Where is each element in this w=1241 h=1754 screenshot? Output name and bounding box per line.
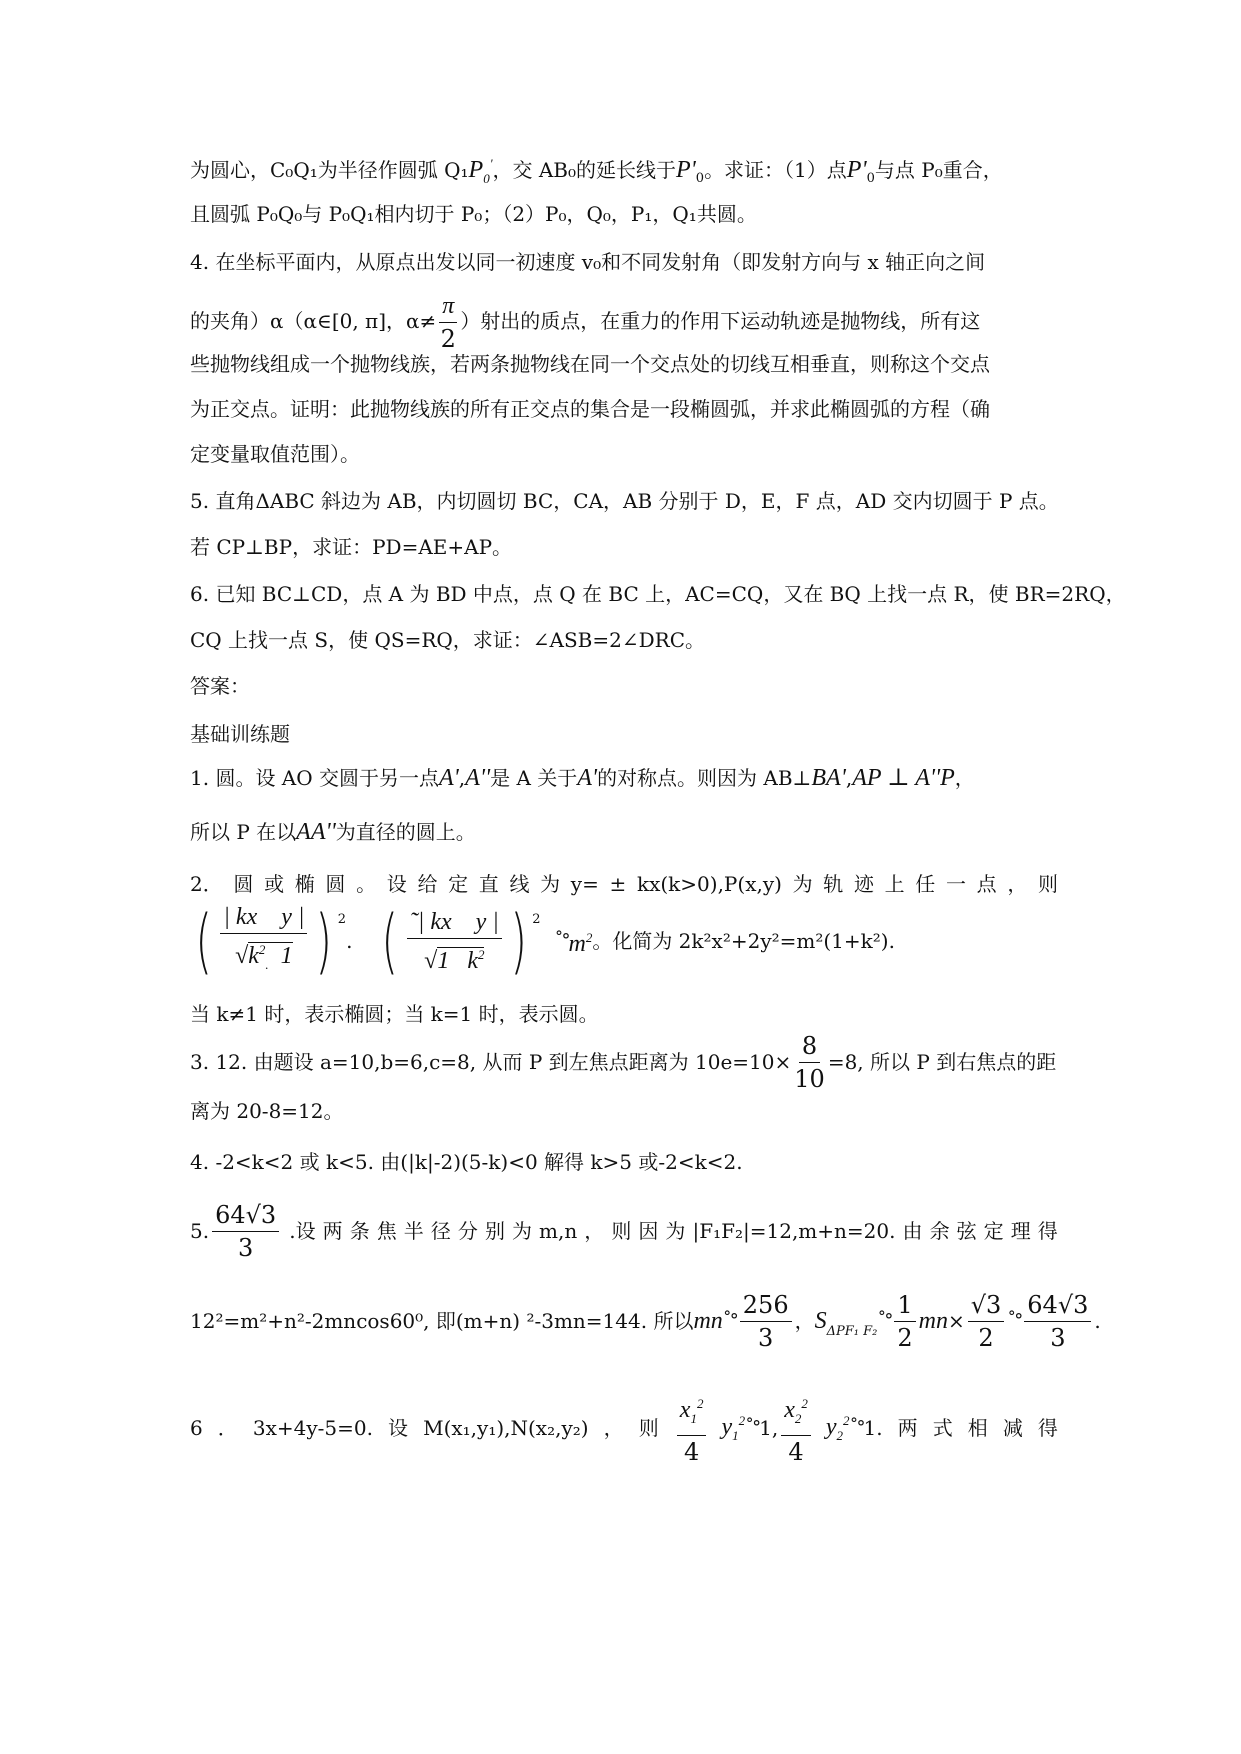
text-line-7: 定变量取值范围）。 <box>190 442 360 466</box>
text-line-15 <box>190 818 1058 846</box>
numerator: ˜| kx y | <box>407 906 502 939</box>
text-line-1: 为圆心，C₀Q₁为半径作圆弧 $Q_1P_0'$，交 AB₀的延长线于$P'_0$。求证：（1）点$P'_0$与点 P₀重合， <box>190 156 1003 186</box>
text-token: 则 <box>638 1416 659 1440</box>
text-token: 轨 <box>823 872 844 896</box>
denominator: 3 <box>758 1323 774 1352</box>
fraction-64sqrt3-over-3 <box>212 1199 279 1264</box>
text-token: 或 <box>264 872 285 896</box>
text-span: 。化简为 2k²x²+2y²=m²(1+k²). <box>592 929 895 953</box>
text-line-24 <box>190 1388 1058 1468</box>
math-symbol: AP ⊥ A''P <box>852 765 955 791</box>
numerator: 1 <box>894 1289 915 1322</box>
text-line-8: 5. 直角ΔABC 斜边为 AB，内切圆切 BC，CA，AB 分别于 D，E，F 点，AD 交内切圆于 P 点。 <box>190 489 1059 513</box>
text-token: m,n <box>539 1219 578 1243</box>
denominator: √1 $k^2$ <box>424 946 485 974</box>
text-token: 点 <box>976 872 997 896</box>
text-token: kx(k>0),P(x,y) <box>636 872 782 896</box>
text-token: 圆 <box>233 872 254 896</box>
text-token: 。 <box>356 872 377 896</box>
text-token: 余 <box>929 1219 950 1243</box>
text-token: 因 <box>638 1219 659 1243</box>
text-line-23: 12²=m²+n²-2mncos60⁰, 即(m+n) ²-3mn=144. 所以 mn ˚° $\frac{256}{3}$ ， S $_{\Delta PF_1 F_2}$ ˚° $\frac{1}{2}$ mn × $\frac{√3}{2}$ ˚° $\frac{64√3}{3}$ . <box>190 1290 1101 1352</box>
text-token: 一 <box>945 872 966 896</box>
text-token: 两 <box>897 1416 918 1440</box>
text-token: M(x₁,y₁),N(x₂,y₂) <box>423 1416 589 1440</box>
text-line-9: 若 CP⊥BP，求证：PD=AE+AP。 <box>190 535 513 559</box>
text-span: 3. 12. 由题设 a=10,b=6,c=8, 从而 P 到左焦点距离为 10e=10× <box>190 1050 792 1074</box>
text-token: 直 <box>478 872 499 896</box>
text-token: 为 <box>540 872 561 896</box>
text-token: 设 <box>386 872 407 896</box>
text-token: 为 <box>792 872 813 896</box>
math-symbol: S <box>814 1308 827 1334</box>
text-token: 任 <box>915 872 936 896</box>
text-token: 6 <box>190 1416 203 1440</box>
text-span: 1. 圆。设 AO 交圆于另一点 <box>190 766 439 790</box>
text-line-13: 基础训练题 <box>190 722 290 746</box>
text-span: 是 A 关于 <box>490 766 578 790</box>
text-line-20: 离为 20-8=12。 <box>190 1099 344 1123</box>
math-symbol: mn <box>918 1308 948 1334</box>
math-symbol: A' <box>577 765 598 791</box>
text-line-18: 当 k≠1 时，表示椭圆；当 k=1 时，表示圆。 <box>190 1002 599 1026</box>
text-token: 定 <box>448 872 469 896</box>
math-symbol: AA'' <box>296 819 336 845</box>
text-token: 两 <box>322 1219 343 1243</box>
text-line-6: 为正交点。证明：此抛物线族的所有正交点的集合是一段椭圆弧，并求此椭圆弧的方程（确 <box>190 397 990 421</box>
fraction-sqrt3-over-2 <box>968 1289 1005 1354</box>
denominator: 3 <box>1050 1323 1066 1352</box>
text-token: 减 <box>1002 1416 1023 1440</box>
text-token: 别 <box>484 1219 505 1243</box>
text-token: 得 <box>1037 1219 1058 1243</box>
text-span: 的对称点。则因为 AB⊥ <box>597 766 812 790</box>
text-span: 与点 P₀重合， <box>874 158 1003 182</box>
text-line-10: 6. 已知 BC⊥CD，点 A 为 BD 中点，点 Q 在 BC 上，AC=CQ，又在 BQ 上找一点 R，使 BR=2RQ， <box>190 582 1126 606</box>
text-token: 半 <box>403 1219 424 1243</box>
math-symbol: $P_0'$ <box>468 156 493 186</box>
fraction-64sqrt3-over-3-b <box>1024 1289 1091 1354</box>
text-line-2: 且圆弧 P₀Q₀与 P₀Q₁相内切于 P₀；（2）P₀，Q₀，P₁，Q₁共圆。 <box>190 202 757 226</box>
item-5-label: 5. $\frac{64√3}{3}$ <box>190 1199 282 1264</box>
text-span: =8, 所以 P 到右焦点的距 <box>827 1050 1057 1074</box>
text-span: 。求证：（1）点 <box>704 158 847 182</box>
numerator: 64√3 <box>212 1199 279 1232</box>
math-symbol: mn <box>693 1308 723 1334</box>
text-line-4 <box>190 290 1058 355</box>
text-token: ± <box>609 872 627 896</box>
text-line-12: 答案： <box>190 674 250 698</box>
denominator: 2 <box>978 1323 994 1352</box>
numerator: π <box>439 290 457 323</box>
text-span: 12²=m²+n²-2mncos60⁰, 即(m+n) ²-3mn=144. 所以 <box>190 1309 694 1333</box>
text-token: 理 <box>1010 1219 1031 1243</box>
math-symbol: P' <box>675 157 696 183</box>
denominator: 10 <box>794 1064 825 1093</box>
text-line-3: 4. 在坐标平面内，从原点出发以同一初速度 v₀和不同发射角（即发射方向与 x 轴正向之间 <box>190 250 986 274</box>
text-token: 迹 <box>853 872 874 896</box>
text-token: 焦 <box>376 1219 397 1243</box>
text-token: 线 <box>509 872 530 896</box>
fraction-8-over-10 <box>794 1030 825 1095</box>
math-symbol: P' <box>846 157 867 183</box>
text-token: 2． <box>190 872 223 896</box>
text-token: 径 <box>430 1219 451 1243</box>
text-token: 相 <box>967 1416 988 1440</box>
text-token: 椭 <box>294 872 315 896</box>
fraction-1 <box>220 901 307 981</box>
text-line-16 <box>190 870 1058 898</box>
text-line-14: 1. 圆。设 AO 交圆于另一点A',A''是 A 关于A'的对称点。则因为 AB⊥BA',AP ⊥ A''P， <box>190 765 975 791</box>
right-paren: ) <box>510 900 527 982</box>
numerator: 8 <box>799 1030 820 1063</box>
text-token: 由 <box>902 1219 923 1243</box>
text-line-5: 些抛物线组成一个抛物线族，若两条抛物线在同一个交点处的切线互相垂直，则称这个交点 <box>190 352 990 376</box>
text-line-19 <box>190 1022 1058 1102</box>
text-token: 圆 <box>325 872 346 896</box>
text-span: ，交 AB₀的延长线于 <box>492 158 676 182</box>
text-token: 式 <box>932 1416 953 1440</box>
text-token: 条 <box>349 1219 370 1243</box>
denominator: 3 <box>238 1233 254 1262</box>
text-token: 设 <box>388 1416 409 1440</box>
text-line-21: 4. -2<k<2 或 k<5. 由(|k|-2)(5-k)<0 解得 k>5 或-2<k<2. <box>190 1150 743 1174</box>
text-token: 为 <box>665 1219 686 1243</box>
numerator: √3 <box>968 1289 1005 1322</box>
fraction-1-over-2 <box>894 1289 915 1354</box>
right-paren: ) <box>315 900 333 982</box>
left-paren: ( <box>195 900 212 982</box>
formula-line-17: ( $\frac{\text{| kx y |}}{√k^2_. 1}$ ) $^2$ . ( $\frac{\text{˜| kx y |}}{√1 k^2}$ ) $^2$ ˚° $m^2$ 。化简为 2k²x²+2y²=m²(1+k²). <box>195 900 895 982</box>
text-span: ）射出的质点，在重力的作用下运动轨迹是抛物线，所有这 <box>460 309 981 333</box>
fraction-256-over-3 <box>740 1289 792 1354</box>
text-token: 分 <box>457 1219 478 1243</box>
text-span: 为圆心，C₀Q₁为半径作圆弧 Q₁ <box>190 158 469 182</box>
math-symbol: A'' <box>465 765 491 791</box>
text-span: 所以 P 在以 <box>190 820 297 844</box>
text-line-11: CQ 上找一点 S，使 QS=RQ，求证：∠ASB=2∠DRC。 <box>190 628 706 652</box>
text-token: 则 <box>611 1219 632 1243</box>
text-token: 则 <box>1037 872 1058 896</box>
text-token: 弦 <box>956 1219 977 1243</box>
math-symbol: A' <box>439 765 459 791</box>
fraction-2 <box>407 906 502 977</box>
text-token: 给 <box>417 872 438 896</box>
text-token: ． <box>217 1416 238 1440</box>
text-token: 定 <box>983 1219 1004 1243</box>
fraction-pi-over-2 <box>439 290 457 355</box>
text-token: 3x+4y-5=0. <box>252 1416 373 1440</box>
text-token: 上 <box>884 872 905 896</box>
text-token: .设 <box>289 1219 316 1243</box>
numerator: 256 <box>740 1289 792 1322</box>
denominator: 2 <box>897 1323 913 1352</box>
denominator: 2 <box>440 325 456 353</box>
math-symbol: BA' <box>811 765 846 791</box>
text-span: 为直径的圆上。 <box>335 820 476 844</box>
text-token: 为 <box>511 1219 532 1243</box>
text-line-22 <box>190 1194 1058 1268</box>
left-paren: ( <box>381 900 399 982</box>
text-span: 的夹角）α（α∈[0, π]，α≠ <box>190 309 437 333</box>
numerator: 64√3 <box>1024 1289 1091 1322</box>
text-token: y= <box>570 872 599 896</box>
numerator: | kx y | <box>220 901 307 934</box>
denominator: $√k^2_.$ 1 <box>235 942 293 972</box>
text-token: ， <box>1007 872 1028 896</box>
text-token: |F₁F₂|=12,m+n=20. <box>692 1219 896 1243</box>
text-token: 得 <box>1037 1416 1058 1440</box>
ellipse-equations: $\frac{x_1^2}{4}$ $y_1^2$ ˚° 1, $\frac{x_2^2}{4}$ $y_2^2$ ˚° 1. <box>674 1388 883 1468</box>
text-token: ， <box>603 1416 624 1440</box>
text-token: ， <box>584 1219 605 1243</box>
